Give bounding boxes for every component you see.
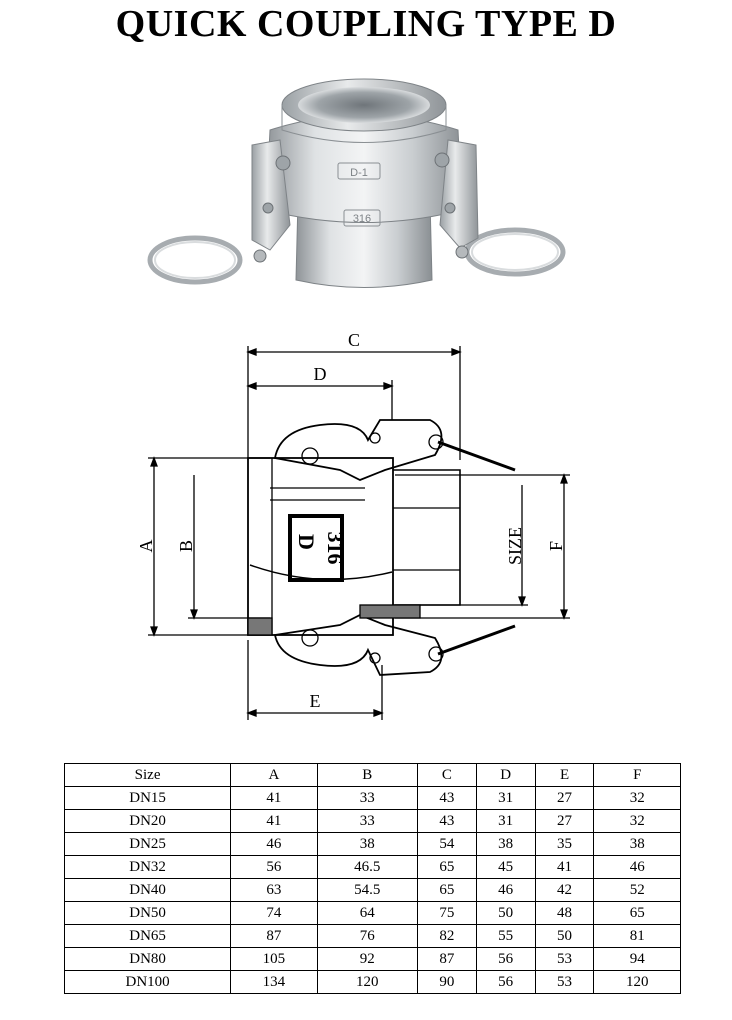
dimension-cell: 56 xyxy=(476,971,535,994)
table-header-row xyxy=(65,764,681,787)
header-cell: F xyxy=(594,764,681,787)
header-cell: D xyxy=(476,764,535,787)
table-row xyxy=(65,879,681,902)
size-cell: DN65 xyxy=(65,925,231,948)
dimension-cell: 64 xyxy=(317,902,417,925)
dim-label-d: D xyxy=(313,364,327,384)
dimension-cell: 120 xyxy=(594,971,681,994)
right-pull-ring xyxy=(467,230,563,274)
dimension-cell: 56 xyxy=(231,856,317,879)
size-cell: DN80 xyxy=(65,948,231,971)
dimension-cell: 105 xyxy=(231,948,317,971)
dim-label-c: C xyxy=(347,330,361,350)
size-cell: DN25 xyxy=(65,833,231,856)
dimension-cell: 82 xyxy=(417,925,476,948)
dimension-cell: 41 xyxy=(231,787,317,810)
dimension-cell: 35 xyxy=(535,833,594,856)
dimension-cell: 81 xyxy=(594,925,681,948)
dim-label-e: E xyxy=(309,691,321,711)
table-row xyxy=(65,925,681,948)
dimension-cell: 53 xyxy=(535,971,594,994)
dimension-cell: 90 xyxy=(417,971,476,994)
dimension-cell: 48 xyxy=(535,902,594,925)
dimension-cell: 42 xyxy=(535,879,594,902)
dimensions-table xyxy=(64,763,681,994)
dimension-cell: 31 xyxy=(476,787,535,810)
dimension-cell: 74 xyxy=(231,902,317,925)
dimension-cell: 53 xyxy=(535,948,594,971)
dimension-cell: 87 xyxy=(231,925,317,948)
dimension-cell: 27 xyxy=(535,787,594,810)
dimension-cell: 54.5 xyxy=(317,879,417,902)
dimension-cell: 120 xyxy=(317,971,417,994)
header-cell: A xyxy=(231,764,317,787)
coupling-photo-icon xyxy=(140,60,580,305)
dimension-cell: 87 xyxy=(417,948,476,971)
dimension-cell: 46.5 xyxy=(317,856,417,879)
dimension-cell: 46 xyxy=(231,833,317,856)
size-cell: DN20 xyxy=(65,810,231,833)
table-row xyxy=(65,902,681,925)
header-cell: C xyxy=(417,764,476,787)
dimension-cell: 50 xyxy=(476,902,535,925)
dimension-cell: 33 xyxy=(317,787,417,810)
header-cell: E xyxy=(535,764,594,787)
dimension-cell: 76 xyxy=(317,925,417,948)
header-cell: B xyxy=(317,764,417,787)
technical-drawing xyxy=(130,320,600,730)
dimension-cell: 46 xyxy=(594,856,681,879)
dimension-cell: 56 xyxy=(476,948,535,971)
dimension-cell: 45 xyxy=(476,856,535,879)
page-title: QUICK COUPLING TYPE D xyxy=(115,3,617,45)
dimension-cell: 54 xyxy=(417,833,476,856)
table-row xyxy=(65,856,681,879)
dimension-cell: 55 xyxy=(476,925,535,948)
drawing-stamp-model: D xyxy=(294,534,319,550)
size-cell: DN40 xyxy=(65,879,231,902)
dimension-cell: 31 xyxy=(476,810,535,833)
dimension-cell: 63 xyxy=(231,879,317,902)
dimension-cell: 41 xyxy=(231,810,317,833)
drawing-stamp-material: 316 xyxy=(323,531,348,565)
dimension-cell: 41 xyxy=(535,856,594,879)
dimension-cell: 75 xyxy=(417,902,476,925)
dim-label-size: SIZE xyxy=(505,527,525,565)
dimension-cell: 65 xyxy=(417,856,476,879)
dim-label-a: A xyxy=(136,539,156,553)
left-pull-ring xyxy=(150,238,240,282)
size-cell: DN32 xyxy=(65,856,231,879)
table-row xyxy=(65,833,681,856)
dimension-cell: 27 xyxy=(535,810,594,833)
size-cell: DN100 xyxy=(65,971,231,994)
dimension-cell: 32 xyxy=(594,787,681,810)
dimension-cell: 46 xyxy=(476,879,535,902)
dimension-cell: 43 xyxy=(417,810,476,833)
dimension-cell: 38 xyxy=(594,833,681,856)
dimension-cell: 38 xyxy=(476,833,535,856)
table-row xyxy=(65,971,681,994)
header-cell: Size xyxy=(65,764,231,787)
size-cell: DN15 xyxy=(65,787,231,810)
photo-stamp-model: D-1 xyxy=(350,167,368,179)
dimension-cell: 94 xyxy=(594,948,681,971)
dim-label-f: F xyxy=(546,540,566,552)
dimension-cell: 52 xyxy=(594,879,681,902)
table-row xyxy=(65,787,681,810)
dimension-cell: 33 xyxy=(317,810,417,833)
dimension-cell: 43 xyxy=(417,787,476,810)
dimension-cell: 134 xyxy=(231,971,317,994)
dimension-cell: 92 xyxy=(317,948,417,971)
size-cell: DN50 xyxy=(65,902,231,925)
table-row xyxy=(65,948,681,971)
photo-stamp-material: 316 xyxy=(352,213,372,225)
dimension-cell: 50 xyxy=(535,925,594,948)
dimension-cell: 65 xyxy=(417,879,476,902)
dim-label-b: B xyxy=(176,539,196,553)
dimension-cell: 32 xyxy=(594,810,681,833)
dimension-cell: 38 xyxy=(317,833,417,856)
dimension-cell: 65 xyxy=(594,902,681,925)
table-body xyxy=(65,787,681,994)
table-row xyxy=(65,810,681,833)
